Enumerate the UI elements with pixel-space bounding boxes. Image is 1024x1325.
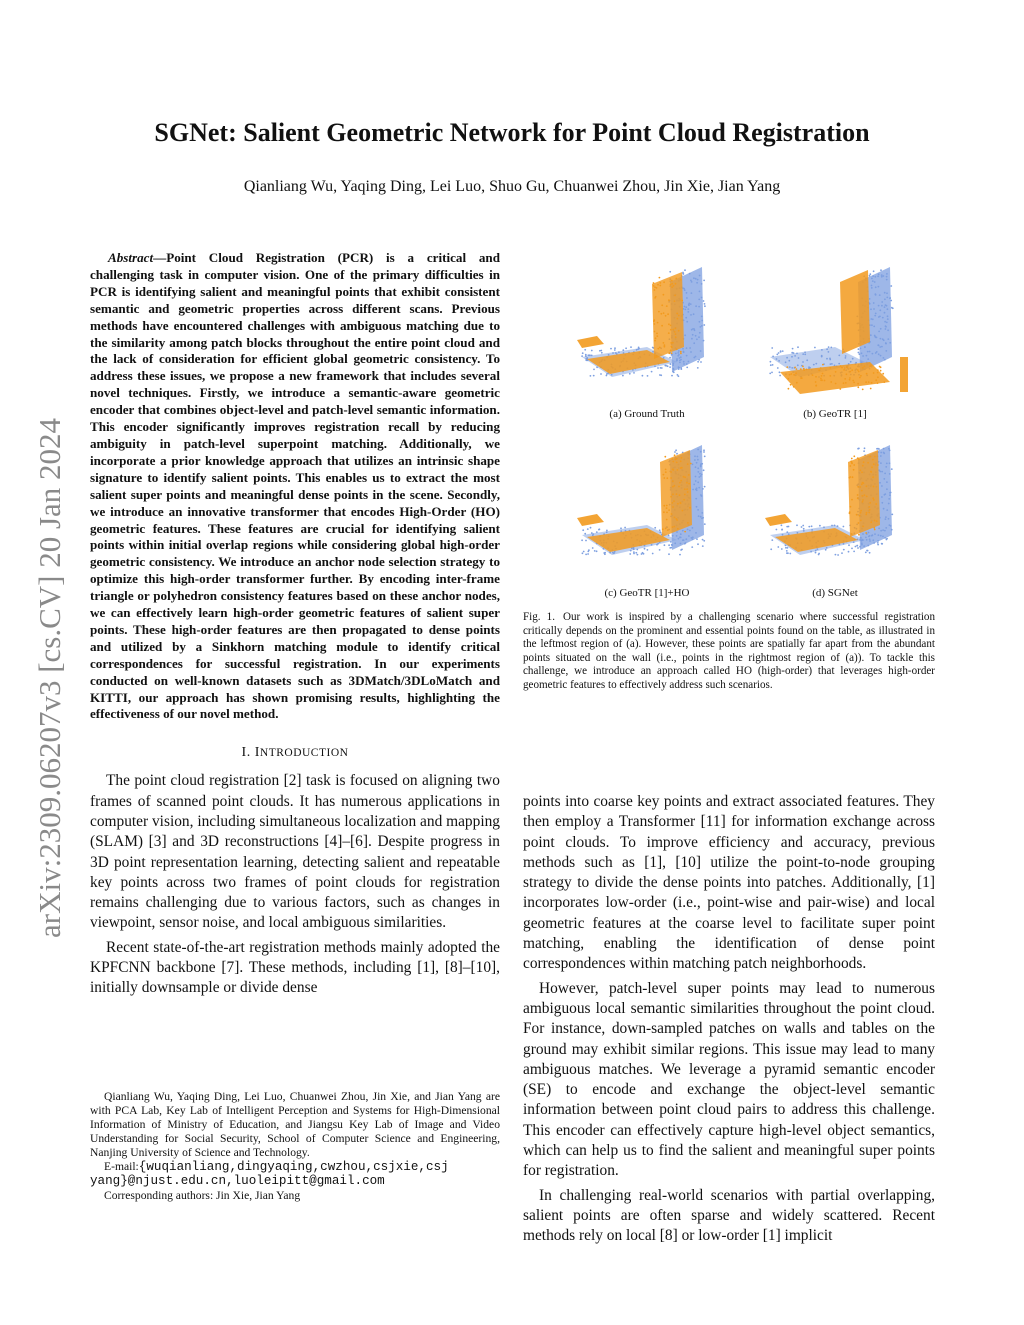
- source-chair: [577, 514, 604, 526]
- email-line-2: yang}@njust.edu.cn,luoleipitt@gmail.com: [90, 1174, 385, 1189]
- intro-paragraph-1: The point cloud registration [2] task is focused on aligning two frames of scanned point clouds. It has numerous applications in computer vision, including simultaneous localization and mapping (SLAM) [3] and 3D reconstructions [4]–[6]. Despite progress in 3D point representation learning, detecting salient and repeatable key points across two frames of point clouds for registration remains challenging due to various factors, such as changes in viewpoint, sensor noise, and local ambiguous similarities.: [90, 772, 500, 932]
- figure-caption: [523, 611, 935, 693]
- source-wall: [840, 270, 870, 354]
- footnote-corresponding: Corresponding authors: Jin Xie, Jian Yang: [104, 1189, 301, 1203]
- source-chair: [577, 336, 604, 348]
- footnote-email: [90, 1160, 500, 1175]
- point-cloud-d: [740, 440, 935, 580]
- right-paragraph-3: In challenging real-world scenarios with partial overlapping, salient points are often sparse and widely scattered. Recent methods rely on local [8] or low-order [1] implicit: [523, 1186, 935, 1245]
- subcaption-c: (c) GeoTR [1]+HO: [604, 587, 690, 599]
- figure-panel-c: [552, 440, 747, 580]
- section-title-rest: NTRODUCTION: [259, 747, 349, 760]
- email-line-1: {wuqianliang,dingyaqing,cwzhou,csjxie,csj: [138, 1159, 449, 1174]
- email-prefix: E-mail:: [104, 1159, 139, 1173]
- subcaption-b: (b) GeoTR [1]: [803, 408, 867, 420]
- point-cloud-a: [552, 262, 747, 402]
- paper-title: SGNet: Salient Geometric Network for Point Cloud Registration: [154, 118, 870, 147]
- figure-panel-b: [740, 262, 935, 402]
- subcaption-a: (a) Ground Truth: [609, 408, 685, 420]
- section-title-first: I: [254, 745, 260, 761]
- section-heading: [90, 745, 500, 761]
- arxiv-stamp-text: arXiv:2309.06207v3 [cs.CV] 20 Jan 2024: [32, 417, 67, 938]
- arxiv-stamp: [18, 360, 74, 940]
- right-paragraph-1: points into coarse key points and extract associated features. They then employ a Transformer [11] for information exchange across point clouds. To improve efficiency and accuracy, previous methods such as [1], [10] utilize the point-to-node grouping strategy to divide the dense points into patches. Additionally, [1] incorporates low-order (i.e., point-wise and pair-wise) and local geometric features at the coarse level to facilitate super point matching, enabling the identification of dense point correspondences within matching patch neighborhoods.: [523, 793, 935, 973]
- abstract-text: Point Cloud Registration (PCR) is a critical and challenging task in computer vision. One of the primary difficulties in PCR is identifying salient and meaningful points that exhibit consistent semantic and geometric properties across different scans. Previous methods have encountered challenges with ambiguous matching due to the similarity among patch blocks throughout the entire point cloud and the lack of consideration for efficient global geometric consistency. To address these issues, we propose a new framework that includes several novel techniques. Firstly, we introduce a semantic-aware geometric encoder that combines object-level and patch-level semantic information. This encoder significantly improves registration recall by reducing ambiguity in patch-level superpoint matching. Additionally, we incorporate a prior knowledge approach that utilizes an intrinsic shape signature to identify salient points. This enables us to extract the most salient super points and meaningful dense points in the scene. Secondly, we introduce an innovative transformer that encodes High-Order (HO) geometric features. These features are crucial for identifying salient points within initial overlap regions while considering global high-order geometric consistency. We introduce an anchor node selection strategy to optimize this high-order transformer further. By encoding inter-frame triangle or polyhedron consistency features based on these anchor nodes, we can effectively learn high-order geometric features of salient super points. These high-order features are then propagated to dense points and utilized by a Sinkhorn matching module to identify critical correspondences for successful registration. In our experiments conducted on well-known datasets such as 3DMatch/3DLoMatch and KITTI, our approach has shown promising results, highlighting the effectiveness of our novel method.: [90, 250, 500, 722]
- footnote-email-cont: [90, 1174, 500, 1189]
- subcaption-d: (d) SGNet: [812, 587, 858, 599]
- figure-caption-text: Our work is inspired by a challenging scenario where successful registration critically depends on the prominent and essential points found on the table, as illustrated in the leftmost region of (a). However, these points are spatially far apart from the abundant points situated on the wall (i.e., points in the rightmost region of (a)). To tackle this challenge, we introduce an approach called HO (high-order) that leverages high-order geometric features to effectively address such scenarios.: [523, 611, 935, 691]
- figure-panel-a: [552, 262, 747, 402]
- source-leg: [900, 357, 908, 392]
- figure-panel-d: [740, 440, 935, 580]
- left-column: [90, 250, 500, 999]
- figure-label: Fig. 1.: [523, 611, 555, 623]
- point-cloud-c: [552, 440, 747, 580]
- point-cloud-b: [740, 262, 935, 402]
- source-chair: [765, 514, 792, 526]
- intro-paragraph-2: Recent state-of-the-art registration methods mainly adopted the KPFCNN backbone [7]. These methods, including [1], [8]–[10], initially downsample or divide dense: [90, 938, 500, 997]
- right-column: [523, 792, 935, 1247]
- abstract-label: Abstract: [108, 250, 154, 265]
- abstract: Abstract—Point Cloud Registration (PCR) is a critical and challenging task in computer vision. One of the primary difficulties in PCR is identifying salient and meaningful points that exhibit consistent semantic and geometric properties across different scans. Previous methods have encountered challenges with ambiguous matching due to the similarity among patch blocks throughout the entire point cloud and the lack of consideration for efficient global geometric consistency. To address these issues, we propose a new framework that includes several novel techniques. Firstly, we introduce a semantic-aware geometric encoder that combines object-level and patch-level semantic information. This encoder significantly improves registration recall by reducing ambiguity in patch-level superpoint matching. Additionally, we incorporate a prior knowledge approach that utilizes an intrinsic shape signature to identify salient points. This enables us to extract the most salient super points and meaningful dense points in the scene. Secondly, we introduce an innovative transformer that encodes High-Order (HO) geometric features. These features are crucial for identifying salient points within initial overlap regions while considering global high-order geometric consistency. We introduce an anchor node selection strategy to optimize this high-order transformer further. By encoding inter-frame triangle or polyhedron consistency features based on these anchor nodes, we can effectively learn high-order geometric features of salient super points. These high-order features are then propagated to dense points and utilized by a Sinkhorn matching module to identify critical correspondences for successful registration. In our experiments conducted on well-known datasets such as 3DMatch/3DLoMatch and KITTI, our approach has shown promising results, highlighting the effectiveness of our novel method.: [90, 250, 500, 722]
- right-paragraph-2: However, patch-level super points may lead to numerous ambiguous local semantic similarities throughout the point cloud. For instance, down-sampled patches on walls and tables on the ground may exhibit similar regions. This issue may lead to many ambiguous matches. We leverage a pyramid semantic encoder (SE) to encode and exchange the object-level semantic information between point cloud pairs to address this challenge. This encoder can effectively capture high-level object semantics, which can help us to find the salient and meaningful super points for registration.: [523, 979, 935, 1180]
- footnote-affiliation: Qianliang Wu, Yaqing Ding, Lei Luo, Chuanwei Zhou, Jin Xie, and Jian Yang are with PCA Lab, Key Lab of Intelligent Perception and Systems for High-Dimensional Information of Ministry of Education, and Jiangsu Key Lab of Image and Video Understanding for Social Security, School of Computer Science and Engineering, Nanjing University of Science and Technology.: [90, 1090, 500, 1159]
- footnote: [90, 1090, 500, 1203]
- paper-authors: Qianliang Wu, Yaqing Ding, Lei Luo, Shuo Gu, Chuanwei Zhou, Jin Xie, Jian Yang: [243, 178, 781, 195]
- section-number: I.: [241, 745, 251, 761]
